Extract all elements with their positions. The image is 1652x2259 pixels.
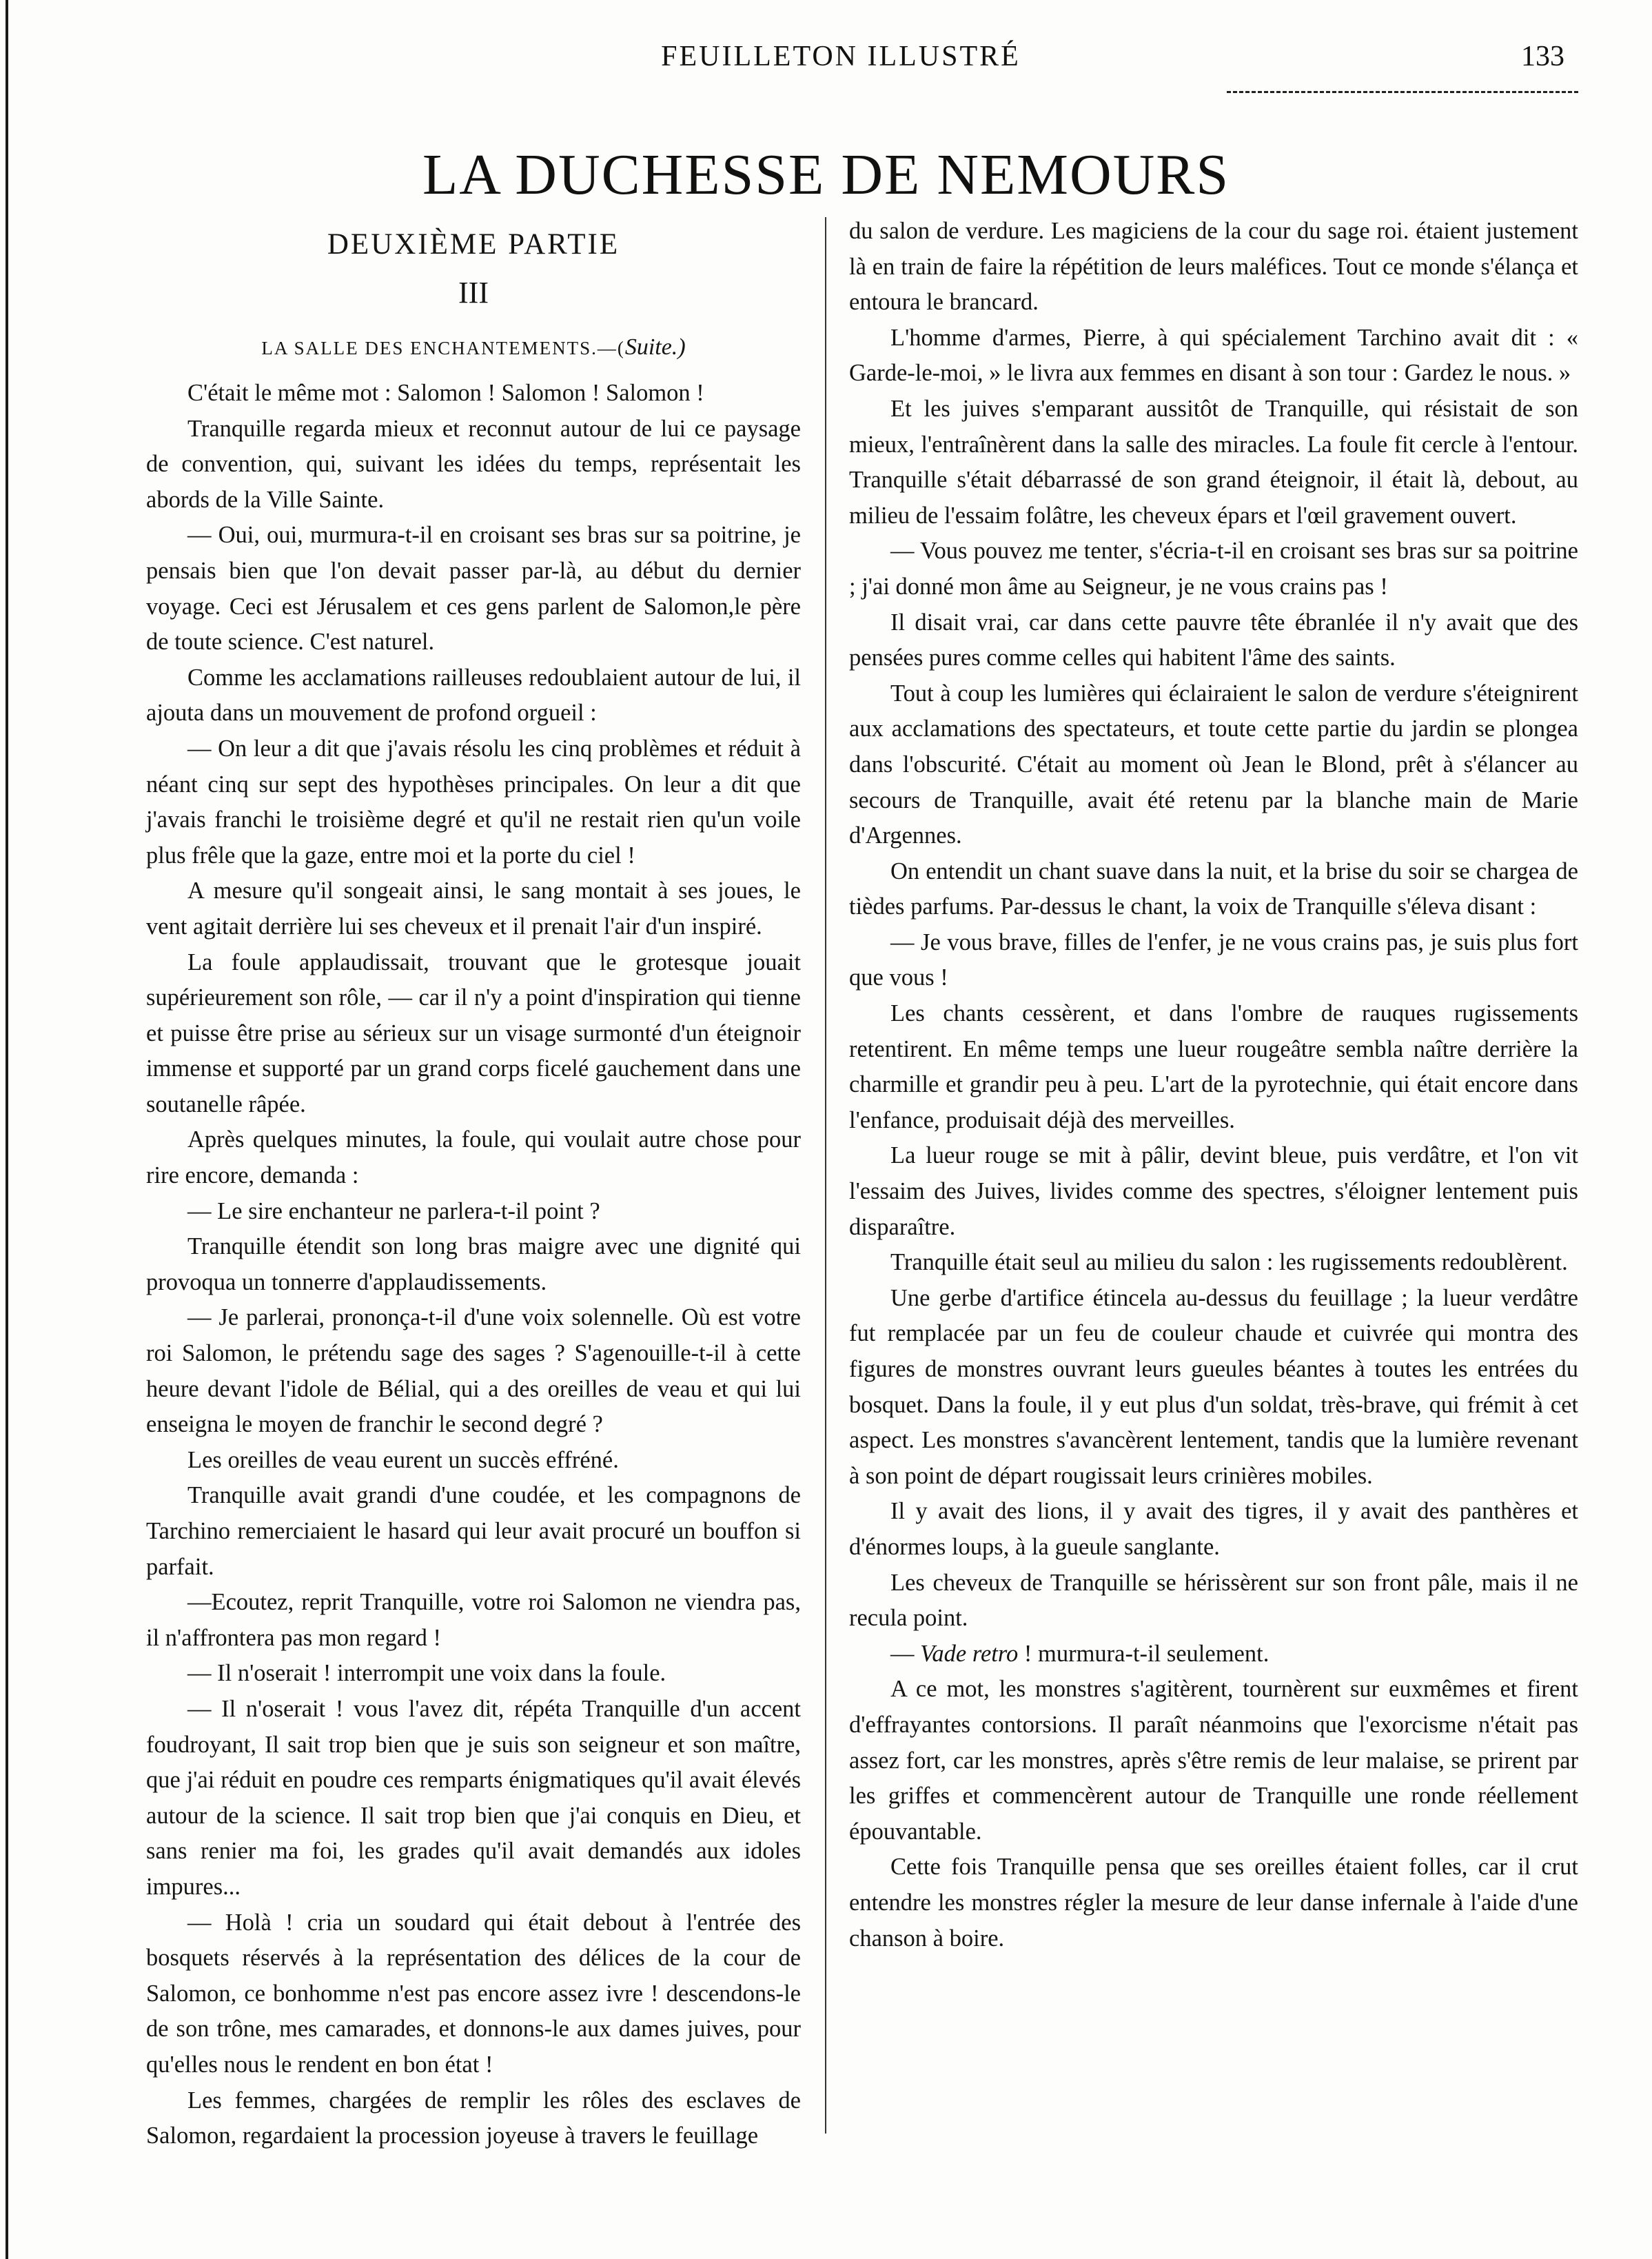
paragraph: — Je parlerai, prononça-t-il d'une voix solennelle. Où est votre roi Salomon, le prétendu sage des sages ? S'agenouille-t-il à cette heure devant l'idole de Bélial, qui a des oreilles de veau et qui lui enseigna le moyen de franchir le second degré ? [146, 1304, 801, 1438]
paragraph: —Ecoutez, reprit Tranquille, votre roi Salomon ne viendra pas, il n'affrontera pas mon regard ! [146, 1589, 801, 1651]
paragraph: A mesure qu'il songeait ainsi, le sang montait à ses joues, le vent agitait derrière lui ses cheveux et il prenait l'air d'un inspiré. [146, 878, 801, 940]
header-rule [1227, 91, 1578, 93]
paragraph: — Vade retro ! murmura-t-il seulement. [890, 1640, 1269, 1667]
chapter-title-end: ) [677, 334, 686, 360]
paragraph: Tranquille regarda mieux et reconnut autour de lui ce paysage de convention, qui, suivant les idées du temps, représentait les abords de la Ville Sainte. [146, 415, 801, 513]
paragraph: — On leur a dit que j'avais résolu les cinq problèmes et réduit à néant cinq sur sept des hypothèses principales. On leur a dit que j'avais franchi le troisième degré et qu'il ne restait rien qu'un voile plus frêle que la gaze, entre moi et la porte du ciel ! [146, 735, 801, 869]
paragraph: A ce mot, les monstres s'agitèrent, tournèrent sur euxmêmes et firent d'effrayantes contorsions. Il paraît néanmoins que l'exorcisme n'était pas assez fort, car les monstres, après s'être remis de leur malaise, se prirent par les griffes et commencèrent autour de Tranquille une ronde réellement épouvantable. [849, 1676, 1578, 1845]
chapter-title-text: LA SALLE DES ENCHANTEMENTS.—( [261, 338, 625, 358]
paragraph: On entendit un chant suave dans la nuit, et la brise du soir se chargea de tièdes parfums. Par-dessus le chant, la voix de Tranquille s'éleva disant : [849, 858, 1578, 920]
right-column [849, 214, 1578, 1956]
vade-retro-rest: ! murmura-t-il seulement. [1018, 1640, 1269, 1667]
paragraph: Après quelques minutes, la foule, qui voulait autre chose pour rire encore, demanda : [146, 1126, 801, 1189]
page-number: 133 [1521, 41, 1564, 72]
paragraph: L'homme d'armes, Pierre, à qui spécialement Tarchino avait dit : « Garde-le-moi, » le livra aux femmes en disant à son tour : Gardez le nous. » [849, 324, 1578, 387]
part-heading: DEUXIÈME PARTIE [327, 228, 620, 261]
paragraph: Tout à coup les lumières qui éclairaient le salon de verdure s'éteignirent aux acclamations des spectateurs, et toute cette partie du jardin se plongea dans l'obscurité. C'était au moment où Jean le Blond, prêt à s'élancer au secours de Tranquille, avait été retenu par la blanche main de Marie d'Argennes. [849, 680, 1578, 849]
paragraph: du salon de verdure. Les magiciens de la cour du sage roi. étaient justement là en train de faire la répétition de leurs maléfices. Tout ce monde s'élança et entoura le brancard. [849, 218, 1578, 316]
paragraph: — Vous pouvez me tenter, s'écria-t-il en croisant ses bras sur sa poitrine ; j'ai donné mon âme au Seigneur, je ne vous crains pas ! [849, 538, 1578, 600]
paragraph: Tranquille étendit son long bras maigre avec une dignité qui provoqua un tonnerre d'applaudissements. [146, 1233, 801, 1295]
paragraph: Il disait vrai, car dans cette pauvre tête ébranlée il n'y avait que des pensées pures comme celles qui habitent l'âme des saints. [849, 609, 1578, 671]
paragraph: C'était le même mot : Salomon ! Salomon ! Salomon ! [187, 380, 704, 406]
chapter-suite: Suite. [624, 334, 678, 360]
paragraph: Tranquille était seul au milieu du salon : les rugissements redoublèrent. [890, 1249, 1568, 1276]
paragraph: Les chants cessèrent, et dans l'ombre de rauques rugissements retentirent. En même temps une lueur rougeâtre sembla naître derrière la charmille et grandir peu à peu. L'art de la pyrotechnie, qui était encore dans l'enfance, produisait déjà des merveilles. [849, 1000, 1578, 1133]
paragraph: — Holà ! cria un soudard qui était debout à l'entrée des bosquets réservés à la représentation des délices de la cour de Salomon, ce bonhomme n'est pas encore assez ivre ! descendons-le de son trône, mes camarades, et donnons-le aux dames juives, pour qu'elles nous le rendent en bon état ! [146, 1909, 801, 2078]
paragraph: Tranquille avait grandi d'une coudée, et les compagnons de Tarchino remerciaient le hasard qui leur avait procuré un bouffon si parfait. [146, 1482, 801, 1580]
left-column [146, 214, 801, 2154]
paragraph: — Il n'oserait ! vous l'avez dit, répéta Tranquille d'un accent foudroyant, Il sait trop bien que je suis son seigneur et son maître, que j'ai réduit en poudre ces remparts énigmatiques qu'il avait élevés autour de la science. Il sait trop bien que j'ai conquis en Dieu, et sans renier ma foi, les grades qu'il avait demandés aux idoles impures... [146, 1695, 801, 1900]
paragraph: Et les juives s'emparant aussitôt de Tranquille, qui résistait de son mieux, l'entraînèrent dans la salle des miracles. La foule fit cercle à l'entour. Tranquille s'était débarrassé de son grand éteignoir, il était là, debout, au milieu de l'essaim folâtre, les cheveux épars et l'œil gravement ouvert. [849, 395, 1578, 529]
chapter-title [146, 327, 801, 369]
paragraph: — Le sire enchanteur ne parlera-t-il point ? [187, 1197, 600, 1224]
column-divider [825, 217, 826, 2134]
paragraph: — Il n'oserait ! interrompit une voix dans la foule. [187, 1660, 666, 1687]
vade-retro: Vade retro [920, 1640, 1019, 1667]
paragraph: — Je vous brave, filles de l'enfer, je ne vous crains pas, je suis plus fort que vous ! [849, 929, 1578, 991]
running-head: FEUILLETON ILLUSTRÉ [661, 41, 1021, 72]
binding-edge [6, 0, 8, 2259]
chapter-number: III [458, 276, 489, 310]
paragraph: Les cheveux de Tranquille se hérissèrent sur son front pâle, mais il ne recula point. [849, 1569, 1578, 1632]
paragraph: Les femmes, chargées de remplir les rôles des esclaves de Salomon, regardaient la procession joyeuse à travers le feuillage [146, 2087, 801, 2149]
paragraph: Une gerbe d'artifice étincela au-dessus du feuillage ; la lueur verdâtre fut remplacée par un feu de couleur chaude et cuivrée qui montra des figures de monstres ouvrant leurs gueules béantes à toutes les entrées du bosquet. Dans la foule, il y eut plus d'un soldat, très-brave, qui frémit à cet aspect. Les monstres s'avancèrent lentement, tandis que la lumière revenant à son point de départ rougissait leurs crinières mobiles. [849, 1284, 1578, 1489]
paragraph: Les oreilles de veau eurent un succès effréné. [187, 1446, 619, 1473]
paragraph: — Oui, oui, murmura-t-il en croisant ses bras sur sa poitrine, je pensais bien que l'on devait passer par-là, au début du dernier voyage. Ceci est Jérusalem et ces gens parlent de Salomon,le père de toute science. C'est naturel. [146, 522, 801, 656]
paragraph: Cette fois Tranquille pensa que ses oreilles étaient folles, car il crut entendre les monstres régler la mesure de leur danse infernale à l'aide d'une chanson à boire. [849, 1854, 1578, 1952]
paragraph: Comme les acclamations railleuses redoublaient autour de lui, il ajouta dans un mouvement de profond orgueil : [146, 664, 801, 727]
paragraph: Il y avait des lions, il y avait des tigres, il y avait des panthères et d'énormes loups, à la gueule sanglante. [849, 1498, 1578, 1560]
article-title: LA DUCHESSE DE NEMOURS [422, 143, 1230, 207]
paragraph: La lueur rouge se mit à pâlir, devint bleue, puis verdâtre, et l'on vit l'essaim des Juives, livides comme des spectres, s'éloigner lentement puis disparaître. [849, 1142, 1578, 1240]
paragraph: La foule applaudissait, trouvant que le grotesque jouait supérieurement son rôle, — car il n'y a point d'inspiration qui tienne et puisse être prise au sérieux sur un visage surmonté d'un éteignoir immense et supporté par un grand corps ficelé gauchement dans une soutanelle râpée. [146, 949, 801, 1117]
